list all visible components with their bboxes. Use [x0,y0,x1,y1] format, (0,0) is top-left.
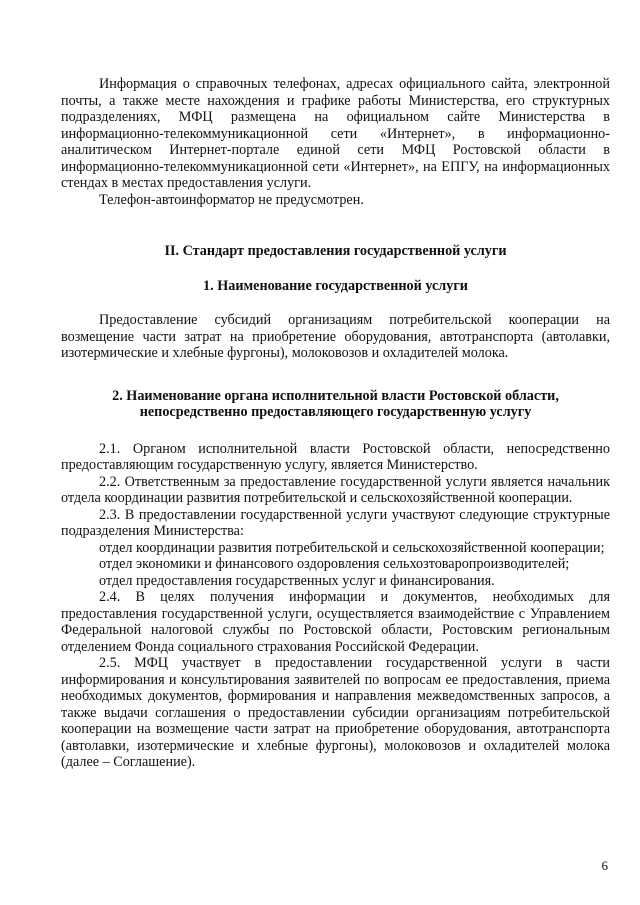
page-number: 6 [601,858,608,873]
intro-paragraph-autoinformer: Телефон-автоинформатор не предусмотрен. [99,191,364,208]
section-heading-standard: II. Стандарт предоставления государственной услуги [164,243,507,259]
subsection-heading-service-name: 1. Наименование государственной услуги [203,277,468,294]
paragraph-2-2: 2.2. Ответственным за предоставление государственной услуги является начальник отдела координации развития потребительской и сельскохозяйственной кооперации. [61,473,610,506]
document-body [61,76,610,771]
list-item-dept-economics: отдел экономики и финансового оздоровления сельхозтоваропроизводителей; [99,556,570,572]
paragraph-2-1: 2.1. Органом исполнительной власти Ростовской области, непосредственно предоставляющим государственную услугу, является Министерство. [61,440,610,473]
subsection-heading-authority-line2: непосредственно предоставляющего государственную услугу [139,404,532,420]
subsection-heading-authority [61,388,610,421]
service-name-paragraph: Предоставление субсидий организациям потребительской кооперации на возмещение части затрат на приобретение оборудования, автотранспорта (автолавки, изотермические и хлебные фургоны), молоковозов и охладителей молока. [61,312,610,361]
list-item-dept-services: отдел предоставления государственных услуг и финансирования. [99,572,495,589]
paragraph-2-5: 2.5. МФЦ участвует в предоставлении государственной услуги в части информирования и консультирования заявителей по вопросам ее предоставления, приема необходимых документов, формирования и направления межведомственных запросов, а также выдачи соглашения о предоставлении субсидии организациям потребительской кооперации на возмещение части затрат на приобретение оборудования, автотранспорта (автолавки, изотермические и хлебные фургоны), молоковозов и охладителей молока (далее – Соглашение). [61,655,610,770]
paragraph-2-3: 2.3. В предоставлении государственной услуги участвуют следующие структурные подразделения Министерства: [61,506,610,539]
subsection-heading-authority-line1: 2. Наименование органа исполнительной власти Ростовской области, [112,387,559,404]
list-item-dept-coordination: отдел координации развития потребительской и сельскохозяйственной кооперации; [99,539,605,556]
paragraph-2-4: 2.4. В целях получения информации и документов, необходимых для предоставления государственной услуги, осуществляется взаимодействие с Управлением Федеральной налоговой службы по Ростовской области, Ростовским региональным отделением Фонда социального страхования Российской Федерации. [61,589,610,655]
intro-paragraph-contacts: Информация о справочных телефонах, адресах официального сайта, электронной почты, а также месте нахождения и графике работы Министерства, его структурных подразделениях, МФЦ размещена на официальном сайте Министерства в информационно-телекоммуникационной сети «Интернет», в информационно-аналитическом Интернет-портале единой сети МФЦ Ростовской области в информационно-телекоммуникационной сети «Интернет», на ЕПГУ, на информационных стендах в местах предоставления услуги. [61,76,610,191]
